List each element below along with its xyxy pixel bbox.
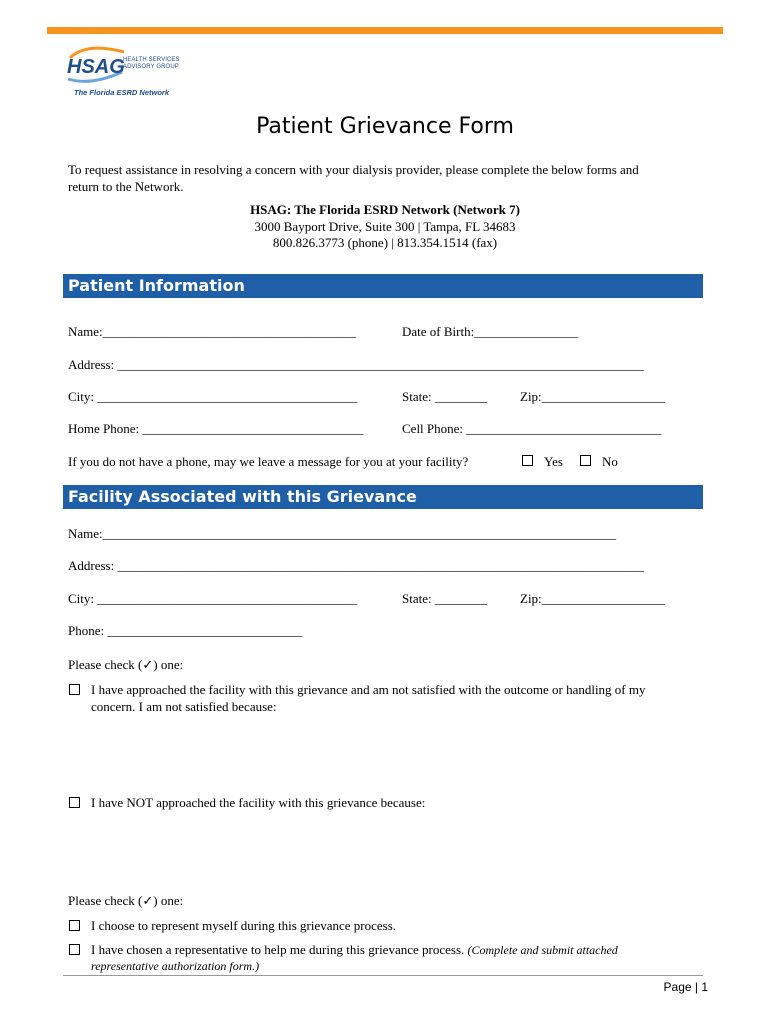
network-phone: 800.826.3773 (phone) | 813.354.1514 (fax) — [272, 235, 498, 250]
facility-city-field[interactable]: City: ________________________________________ — [68, 591, 358, 606]
patient-zip-field[interactable]: Zip:___________________ — [520, 389, 666, 404]
logo-subtitle: HEALTH SERVICES ADVISORY GROUP — [123, 57, 180, 70]
represent-self-checkbox[interactable] — [69, 920, 80, 931]
hsag-logo-mark — [66, 44, 126, 84]
representative-checkbox[interactable] — [69, 944, 80, 955]
patient-city-field[interactable]: City: ________________________________________ — [68, 389, 358, 404]
not-approached-text: I have NOT approached the facility with this grievance because: — [91, 795, 426, 810]
representative-text: I have chosen a representative to help me during this grievance process. (Complete and submit attached — [91, 942, 618, 957]
footer-divider — [63, 975, 703, 976]
represent-self-text: I choose to represent myself during this grievance process. — [91, 918, 397, 933]
check-one-label: Please check (✓) one: — [68, 657, 184, 672]
facility-zip-field[interactable]: Zip:___________________ — [520, 591, 666, 606]
message-no-label: No — [602, 454, 618, 469]
logo-brand-text: HSAG — [67, 56, 125, 78]
facility-address-field[interactable]: Address: _________________________________________________________________________________ — [68, 558, 644, 573]
header-accent-bar — [47, 27, 723, 34]
intro-text-line2: return to the Network. — [68, 179, 184, 194]
patient-home-phone-field[interactable]: Home Phone: __________________________________ — [68, 421, 364, 436]
patient-cell-phone-field[interactable]: Cell Phone: ______________________________ — [402, 421, 662, 436]
page-number: Page | 1 — [663, 980, 708, 994]
message-yes-label: Yes — [544, 454, 563, 469]
facility-heading: Facility Associated with this Grievance — [63, 485, 703, 509]
facility-state-field[interactable]: State: ________ — [402, 591, 487, 606]
check-one-label-2: Please check (✓) one: — [68, 893, 184, 908]
checkmark-icon: ✓ — [142, 893, 154, 908]
message-yes-checkbox[interactable] — [522, 455, 533, 466]
message-no-checkbox[interactable] — [580, 455, 591, 466]
checkmark-icon: ✓ — [142, 657, 154, 672]
approached-text-line2: concern. I am not satisfied because: — [91, 699, 277, 714]
facility-name-field[interactable]: Name:_______________________________________________________________________________ — [68, 526, 617, 541]
approached-text-line1: I have approached the facility with this grievance and am not satisfied with the outcome or handling of my — [91, 682, 646, 697]
hsag-logo — [66, 44, 181, 100]
leave-message-question: If you do not have a phone, may we leave a message for you at your facility? — [68, 454, 469, 469]
representative-note: (Complete and submit attached — [467, 943, 618, 957]
not-approached-checkbox[interactable] — [69, 797, 80, 808]
patient-address-field[interactable]: Address: _________________________________________________________________________________ — [68, 357, 644, 372]
facility-phone-field[interactable]: Phone: ______________________________ — [68, 623, 303, 638]
patient-info-heading: Patient Information — [63, 274, 703, 298]
network-address: 3000 Bayport Drive, Suite 300 | Tampa, FL 34683 — [254, 219, 516, 234]
representative-note-line2: representative authorization form.) — [91, 959, 260, 973]
approached-checkbox[interactable] — [69, 684, 80, 695]
patient-name-field[interactable]: Name:_______________________________________ — [68, 324, 357, 339]
page-title: Patient Grievance Form — [256, 114, 514, 139]
patient-dob-field[interactable]: Date of Birth:________________ — [402, 324, 579, 339]
intro-text-line1: To request assistance in resolving a concern with your dialysis provider, please complete the below forms and — [68, 162, 639, 177]
patient-state-field[interactable]: State: ________ — [402, 389, 487, 404]
logo-tagline: The Florida ESRD Network — [74, 88, 170, 97]
network-name: HSAG: The Florida ESRD Network (Network 7) — [250, 202, 520, 217]
